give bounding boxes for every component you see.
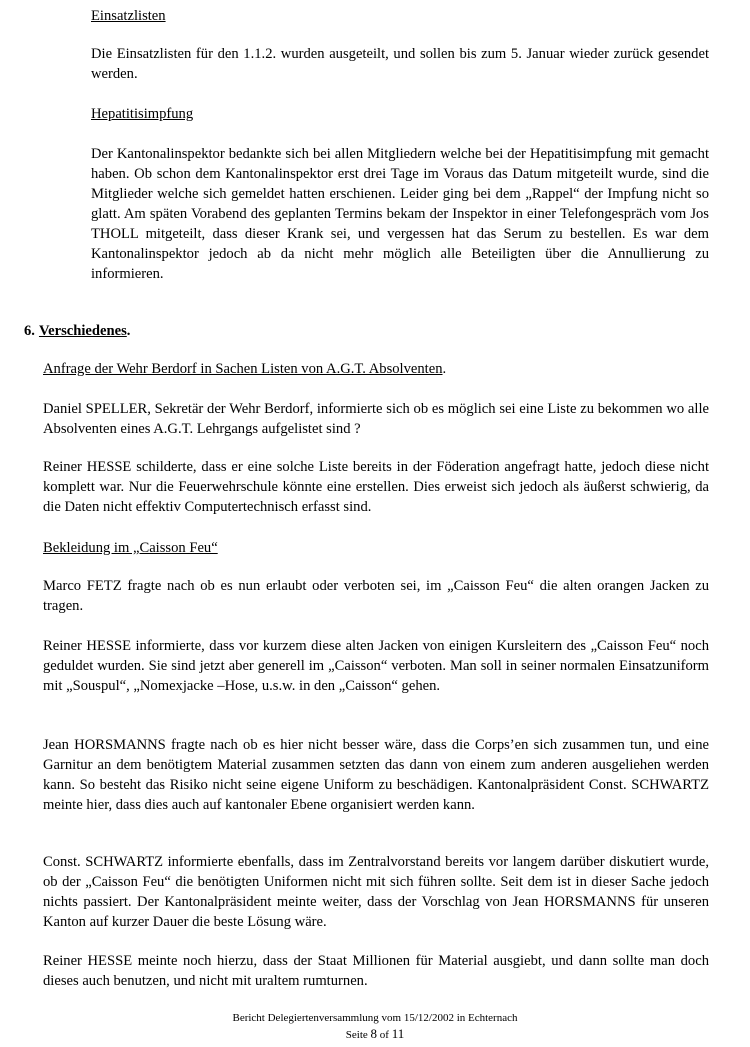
bekleidung-paragraph-1: Marco FETZ fragte nach ob es nun erlaubt oder verboten sei, im „Caisson Feu“ die alten orangen Jacken zu tragen. — [43, 578, 709, 614]
footer-page-number — [0, 1026, 750, 1043]
einsatz-heading: Einsatzlisten — [91, 8, 166, 24]
bekleidung-paragraph-4: Const. SCHWARTZ informierte ebenfalls, dass im Zentralvorstand bereits vor langem darüber diskutiert wurde, ob der „Caisson Feu“ die benötigten Uniformen nicht mit sich führen sollte. Seit dem ist in dieser Sache jedoch nichts passiert. Der Kantonalpräsident meinte weiter, dass der Vorschlag von Jean HORSMANNS für unseren Kanton auf kurzer Dauer die beste Lösung wäre. — [43, 854, 709, 930]
bekleidung-paragraph-5: Reiner HESSE meinte noch hierzu, dass der Staat Millionen für Material ausgiebt, und dann sollte man doch dieses auch benutzen, und nicht mit uraltem rumturnen. — [43, 953, 709, 989]
anfrage-paragraph-1: Daniel SPELLER, Sekretär der Wehr Berdorf, informierte sich ob es möglich sei eine Liste zu bekommen wo alle Absolventen eines A.G.T. Lehrgangs aufgelistet sind ? — [43, 401, 709, 437]
page-of: of — [379, 1029, 389, 1041]
page-prefix: Seite — [345, 1029, 368, 1041]
anfrage-paragraph-2: Reiner HESSE schilderte, dass er eine solche Liste bereits in der Föderation angefragt hatte, jedoch diese nicht komplett war. Nur die Feuerwehrschule könnte eine erstellen. Dies erweist sich jedoch als äußerst schwierig, da die Daten nicht effektiv Computertechnisch erfasst sind. — [43, 459, 709, 515]
einsatz-paragraph: Die Einsatzlisten für den 1.1.2. wurden ausgeteilt, und sollen bis zum 5. Januar wieder zurück gesendet werden. — [91, 46, 709, 82]
anfrage-heading-suffix: . — [442, 361, 447, 377]
section-number: 6. — [24, 323, 35, 339]
footer-report-line: Bericht Delegiertenversammlung vom 15/12/2002 in Echternach — [232, 1012, 518, 1024]
hepatitis-heading: Hepatitisimpfung — [91, 106, 194, 122]
section-6-heading — [24, 321, 130, 341]
anfrage-heading: Anfrage der Wehr Berdorf in Sachen Listen von A.G.T. Absolventen — [43, 361, 443, 377]
bekleidung-heading: Bekleidung im „Caisson Feu“ — [43, 540, 218, 556]
anfrage-heading-line — [43, 359, 709, 379]
hepatitis-paragraph: Der Kantonalinspektor bedankte sich bei allen Mitgliedern welche bei der Hepatitisimpfung mit gemacht haben. Ob schon dem Kantonalinspektor erst drei Tage im Voraus das Datum mitgeteilt wurde, sind die Mitglieder welche sich gemeldet hatten erschienen. Leider ging bei dem „Rappel“ der Impfung nicht so glatt. Am späten Vorabend des geplanten Termins bekam der Inspektor in einer Telefongespräch vom Jos THOLL mitgeteilt, dass dieser Krank sei, und vergessen hat das Serum zu bestellen. Es war dem Kantonalinspektor jedoch ab da nicht mehr möglich alle Beteiligten über die Annullierung zu informieren. — [91, 146, 709, 282]
page-current: 8 — [370, 1026, 378, 1041]
bekleidung-paragraph-2: Reiner HESSE informierte, dass vor kurzem diese alten Jacken von einigen Kursleitern des „Caisson Feu“ noch geduldet wurden. Sie sind jetzt aber generell im „Caisson“ verboten. Man soll in seiner normalen Einsatzuniform mit „Souspul“, „Nomexjacke –Hose, u.s.w. in den „Caisson“ gehen. — [43, 638, 709, 694]
section-title-suffix: . — [126, 323, 131, 339]
bekleidung-paragraph-3: Jean HORSMANNS fragte nach ob es hier nicht besser wäre, dass die Corps’en sich zusammen tun, und eine Garnitur an dem benötigtem Material zusammen setzten das dann von einem zum anderen ausgeliehen werden kann. So besteht das Risiko nicht seine eigene Uniform zu beschädigen. Kantonalpräsident Const. SCHWARTZ meinte hier, dass dies auch auf kantonaler Ebene organisiert werden kann. — [43, 737, 709, 813]
page-total: 11 — [391, 1026, 405, 1041]
section-title: Verschiedenes — [38, 323, 127, 339]
